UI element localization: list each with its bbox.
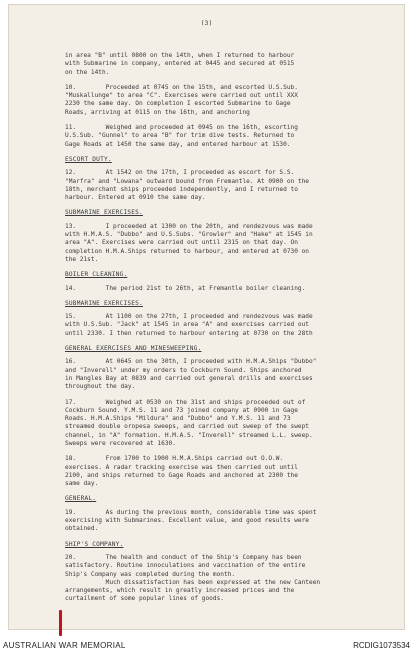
section-heading: GENERAL. <box>65 495 97 503</box>
section-heading: SUBMARINE EXERCISES. <box>65 209 143 217</box>
archive-name: AUSTRALIAN WAR MEMORIAL <box>3 641 126 650</box>
paragraph: 19. As during the previous month, considerable time was spent exercising with Submarines. Excellent value, and good results were obtained. <box>65 508 317 533</box>
document-body <box>65 52 393 611</box>
section-heading: SUBMARINE EXERCISES. <box>65 299 143 307</box>
paragraph: 18. From 1700 to 1900 H.M.A.Ships carried out O.O.W. exercises. A radar tracking exercise was then carried out until 2100, and ships returned to Gage Roads and anchored at 2300 the same day. <box>65 455 298 488</box>
page-number: (3) <box>200 19 213 27</box>
section-heading: ESCORT DUTY. <box>65 155 112 163</box>
paragraph: 11. Weighed and proceeded at 0945 on the 16th, escorting U.S.Sub. "Gunnel" to area "B" for trim dive tests. Returned to Gage Roads at 1450 the same day, and entered harbour at 1530. <box>65 124 298 148</box>
paragraph: in area "B" until 0800 on the 14th, when I returned to harbour with Submarine in company, entered at 0445 and secured at 0515 on the 14th. <box>65 52 295 76</box>
paragraph: 16. At 0645 on the 30th, I proceeded with H.M.A.Ships "Dubbo" and "Inverell" under my orders to Cockburn Sound. Ships anchored in Mangles Bay at 0839 and carried out general drills and exercises throughout the day. <box>65 358 317 391</box>
red-margin-mark <box>59 610 62 636</box>
paragraph: 15. At 1100 on the 27th, I proceeded and rendezvous was made with U.S.Sub. "Jack" at 1545 in area "A" and exercises carried out until 2330. I then returned to harbour entering at 0730 on the 28th <box>65 313 313 337</box>
paragraph: 17. Weighed at 0530 on the 31st and ships proceeded out of Cockburn Sound. Y.M.S. 11 and 73 joined company at 0900 in Gage Roads. H.M.A.Ships "Mildura" and "Dubbo" and Y.M.S. 11 and 73 streamed double oropesa sweeps, and carried out sweep of the swept channel, in "A" formation. H.M.A.S. "Inverell" streamed L.L. sweep. Sweeps were recovered at 1630. <box>65 398 313 447</box>
archive-footer <box>0 640 415 654</box>
section-heading: GENERAL EXERCISES AND MINESWEEPING. <box>65 345 202 353</box>
paragraph: 10. Proceeded at 0745 on the 15th, and escorted U.S.Sub. "Muskallunge" to area "C". Exercises were carried out until XXX 2230 the same day. On completion I escorted Submarine to Gage Roads, arriving at 0115 on the 16th, and anchoring <box>65 83 298 116</box>
paragraph: 14. The period 21st to 26th, at Fremantle boiler cleaning. <box>65 284 306 292</box>
section-heading: BOILER CLEANING. <box>65 271 128 279</box>
paragraph: 20. The health and conduct of the Ship's Company has been satisfactory. Routine innoculations and vaccination of the entire Ship's Company was completed during the month. Much dissatisfaction has been expressed at the new Canteen arrangements, which result in greatly increased prices and the curtailment of some popular lines of goods. <box>65 553 321 603</box>
section-heading: SHIP'S COMPANY. <box>65 540 124 548</box>
paragraph: 13. I proceeded at 1300 on the 20th, and rendezvous was made with H.M.A.S. "Dubbo" and U.S.Subs. "Growler" and "Hake" at 1545 in area "A". Exercises were carried out until 2315 on that day. On completion H.M.A.Ships returned to harbour, and entered at 0730 on the 21st. <box>65 222 313 263</box>
paragraph: 12. At 1542 on the 17th, I proceeded as escort for S.S. "Marfra" and "Lowana" outward bound from Fremantle. At 0900 on the 18th, merchant ships proceeded independently, and I returned to harbour. Entered at 0910 the same day. <box>65 169 310 202</box>
record-id: RCDIG1073534 <box>353 641 410 650</box>
document-page <box>8 4 405 630</box>
